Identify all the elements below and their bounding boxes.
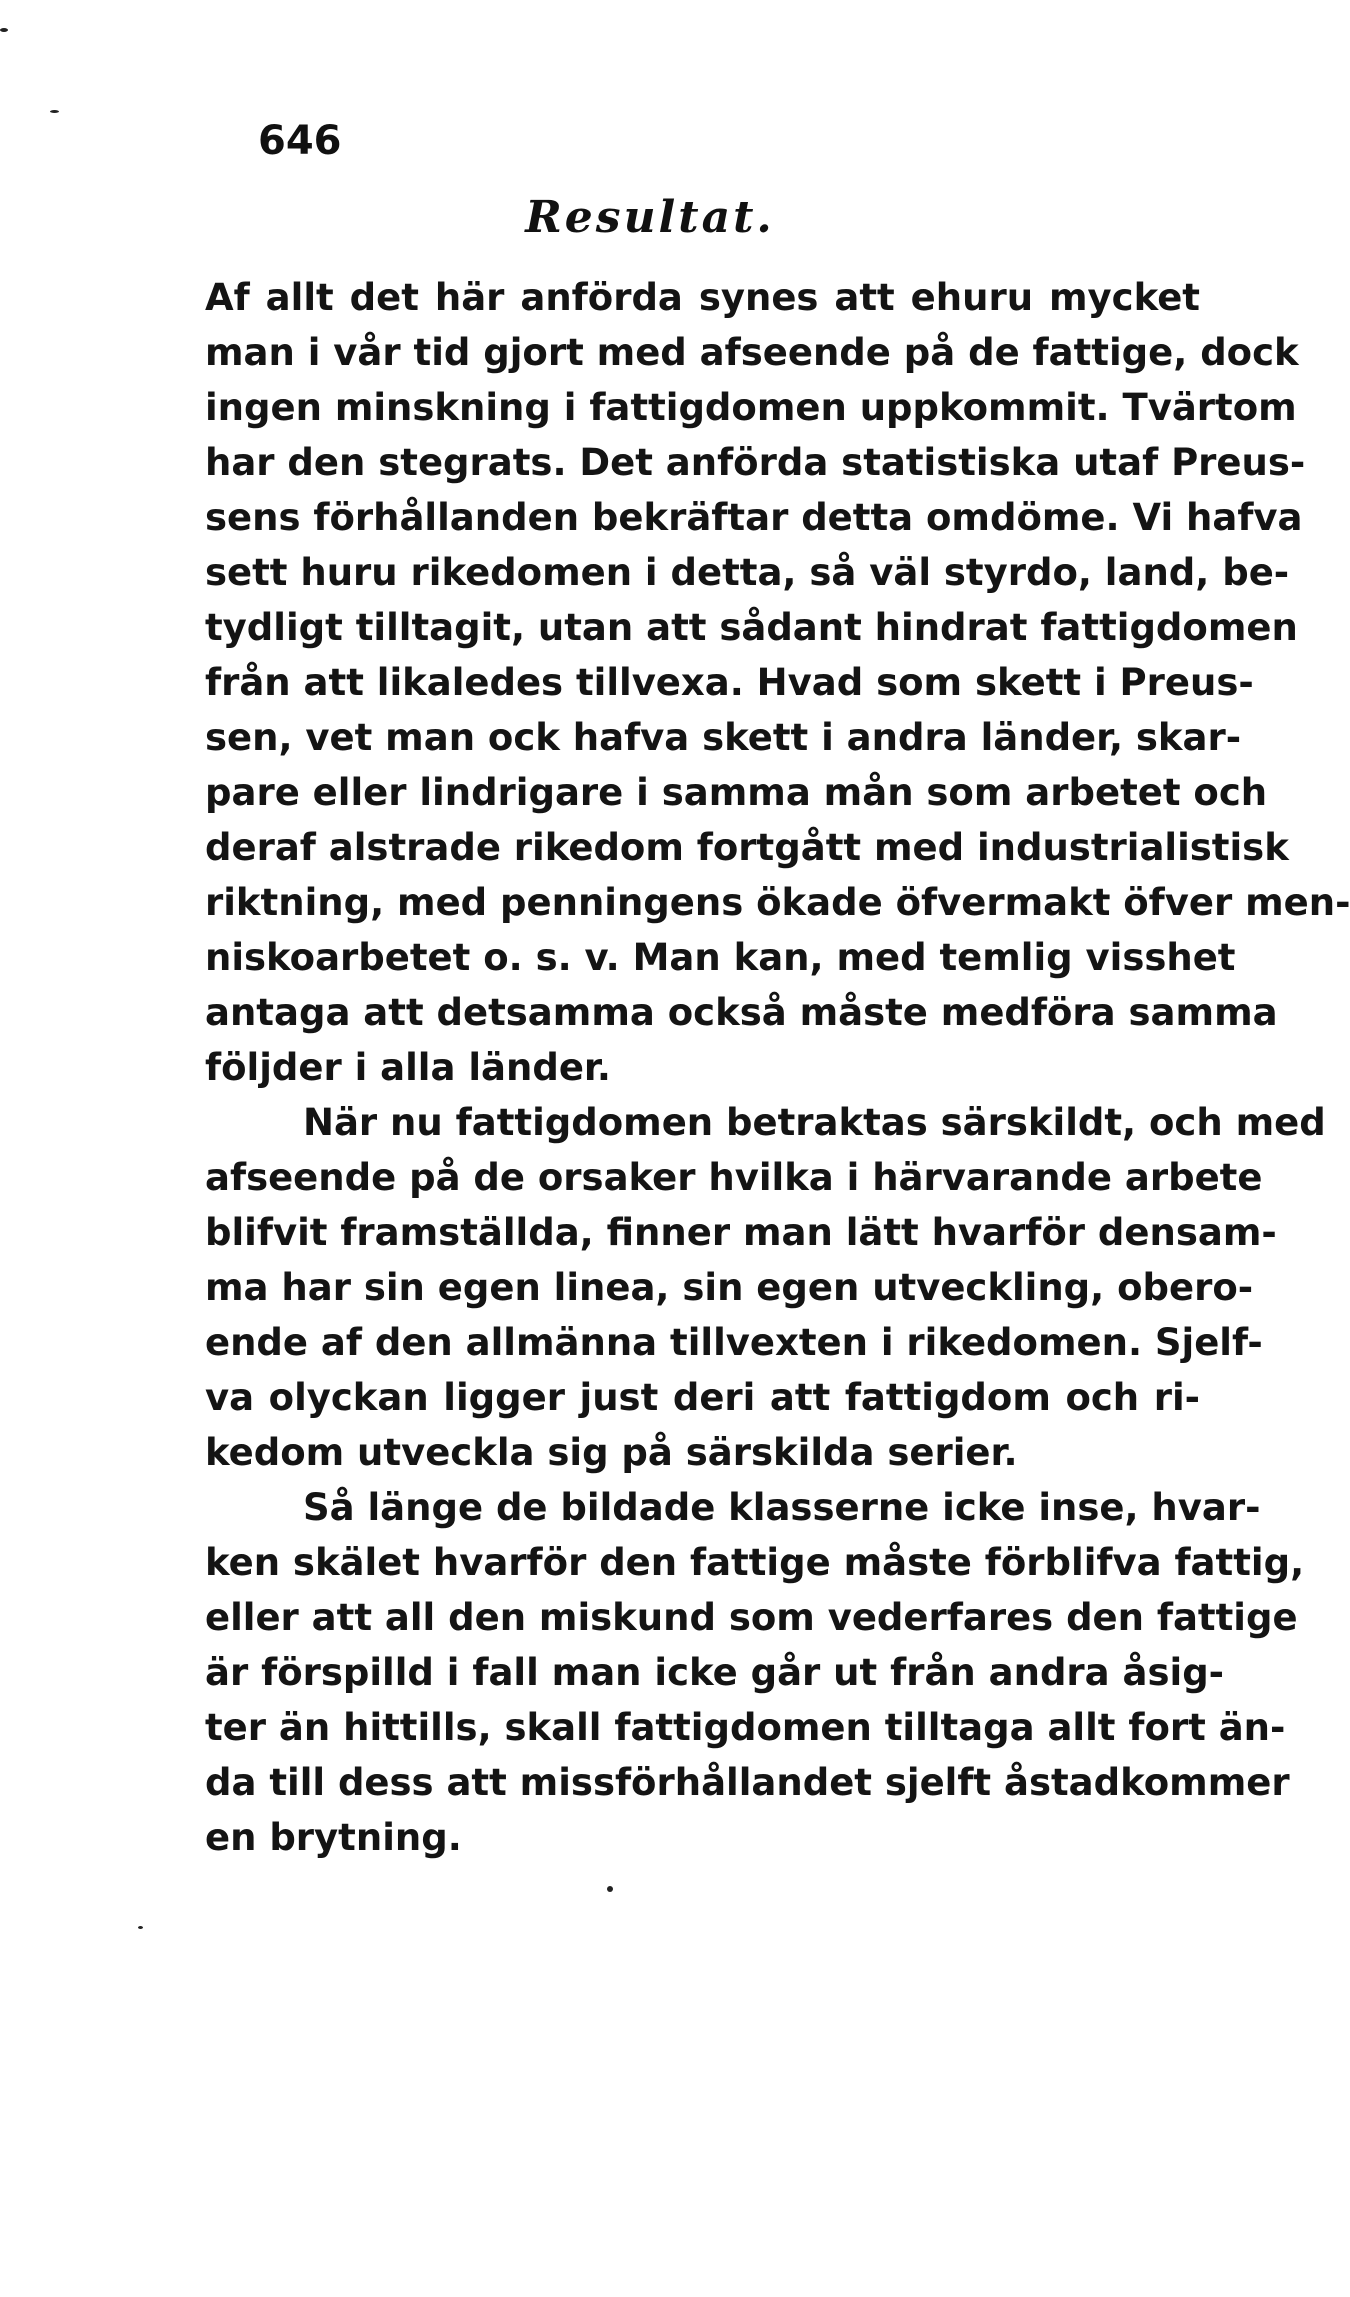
scan-speck <box>0 28 8 32</box>
text-line: pare eller lindrigare i samma mån som arbetet och <box>205 771 1268 814</box>
page-number: 646 <box>258 118 342 164</box>
text-line: ken skälet hvarför den fattige måste förblifva fattig, <box>205 1541 1305 1584</box>
text-line: blifvit framställda, finner man lätt hvarför densam- <box>205 1211 1277 1254</box>
text-line: da till dess att missförhållandet sjelft åstadkommer <box>205 1761 1290 1804</box>
text-line: Af allt det här anförda synes att ehuru mycket <box>205 276 1200 319</box>
text-line: från att likaledes tillvexa. Hvad som skett i Preus- <box>205 661 1254 704</box>
text-line: följder i alla länder. <box>205 1046 611 1089</box>
text-line: ter än hittills, skall fattigdomen tilltaga allt fort än- <box>205 1706 1286 1749</box>
scan-speck <box>607 1886 613 1892</box>
text-line: man i vår tid gjort med afseende på de fattige, dock <box>205 331 1299 374</box>
text-line: har den stegrats. Det anförda statistiska utaf Preus- <box>205 441 1306 484</box>
text-line: sens förhållanden bekräftar detta omdöme. Vi hafva <box>205 496 1303 539</box>
text-line: När nu fattigdomen betraktas särskildt, och med <box>303 1101 1326 1144</box>
text-line: är förspilld i fall man icke går ut från andra åsig- <box>205 1651 1225 1694</box>
scan-speck <box>50 110 59 113</box>
text-line: ende af den allmänna tillvexten i rikedomen. Sjelf- <box>205 1321 1263 1364</box>
text-line: sett huru rikedomen i detta, så väl styrdo, land, be- <box>205 551 1290 594</box>
text-line: ingen minskning i fattigdomen uppkommit. Tvärtom <box>205 386 1297 429</box>
text-line: niskoarbetet o. s. v. Man kan, med temlig visshet <box>205 936 1236 979</box>
text-line: en brytning. <box>205 1816 462 1859</box>
text-line: va olyckan ligger just deri att fattigdom och ri- <box>205 1376 1200 1419</box>
text-line: Så länge de bildade klasserne icke inse, hvar- <box>303 1486 1261 1529</box>
text-line: eller att all den miskund som vederfares den fattige <box>205 1596 1298 1639</box>
text-line: tydligt tilltagit, utan att sådant hindrat fattigdomen <box>205 606 1298 649</box>
text-line: afseende på de orsaker hvilka i härvarande arbete <box>205 1156 1263 1199</box>
text-line: kedom utveckla sig på särskilda serier. <box>205 1431 1018 1474</box>
section-heading: Resultat. <box>525 192 775 243</box>
text-line: riktning, med penningens ökade öfvermakt öfver men- <box>205 881 1350 924</box>
text-line: antaga att detsamma också måste medföra samma <box>205 991 1278 1034</box>
body-text <box>205 270 1350 1865</box>
text-line: sen, vet man ock hafva skett i andra länder, skar- <box>205 716 1242 759</box>
text-line: ma har sin egen linea, sin egen utveckling, obero- <box>205 1266 1254 1309</box>
text-line: deraf alstrade rikedom fortgått med industrialistisk <box>205 826 1289 869</box>
scan-speck <box>138 1926 143 1929</box>
